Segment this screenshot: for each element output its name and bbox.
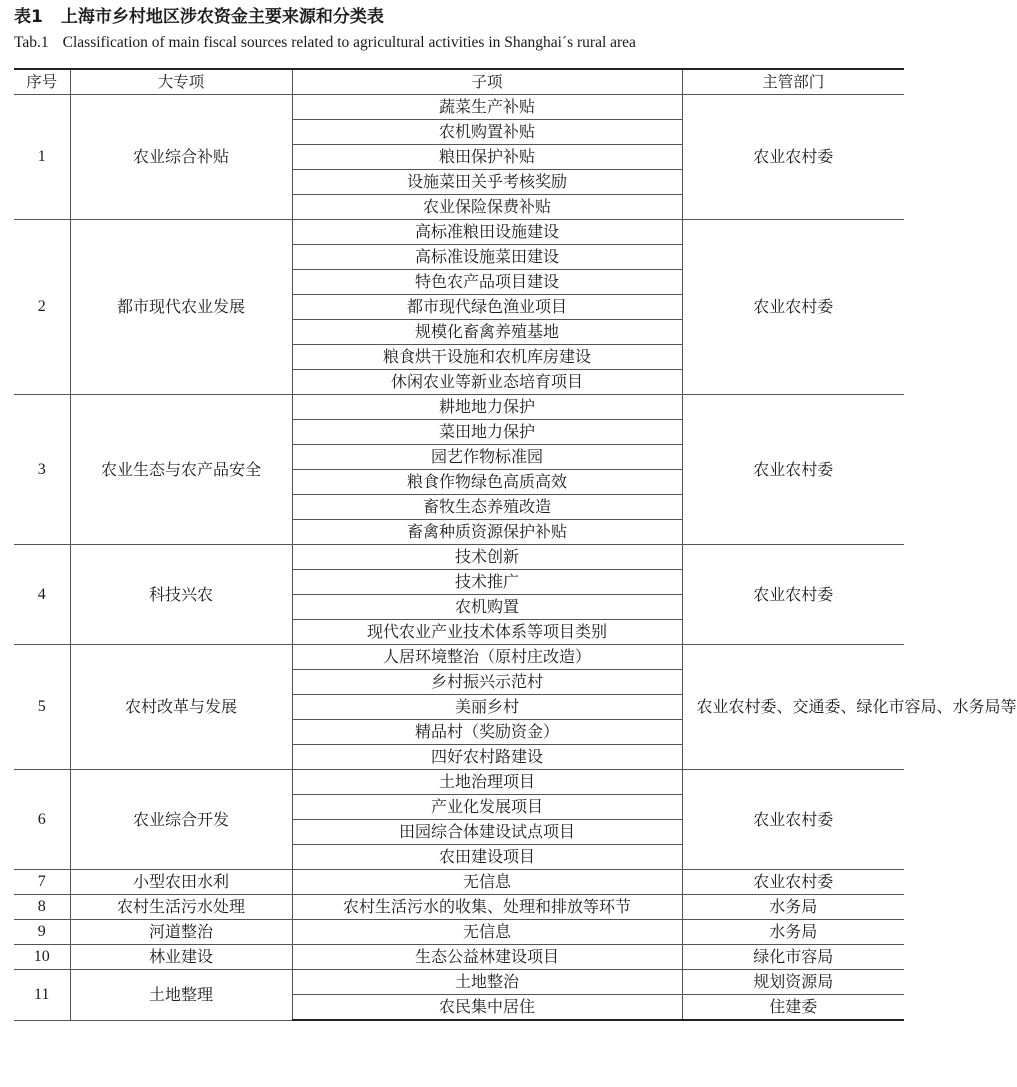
department-cell: 绿化市容局 [682,945,904,970]
category-cell: 农村改革与发展 [70,645,292,770]
department-cell: 农业农村委 [682,545,904,645]
subitem-cell: 休闲农业等新业态培育项目 [292,370,682,395]
subitem-cell: 土地整治 [292,970,682,995]
table-header-row [14,69,904,95]
table-row [14,895,904,920]
table-row [14,770,904,795]
subitem-cell: 耕地地力保护 [292,395,682,420]
category-cell: 小型农田水利 [70,870,292,895]
header-subitem: 子项 [292,69,682,95]
table-row [14,395,904,420]
subitem-cell: 精品村（奖励资金） [292,720,682,745]
subitem-cell: 农业保险保费补贴 [292,195,682,220]
department-cell: 农业农村委、交通委、绿化市容局、水务局等 [682,645,904,770]
table-number-zh: 表1 [14,7,43,27]
department-cell: 农业农村委 [682,770,904,870]
category-cell: 农业综合开发 [70,770,292,870]
subitem-cell: 粮田保护补贴 [292,145,682,170]
subitem-cell: 无信息 [292,870,682,895]
table-caption-en [14,33,636,53]
subitem-cell: 畜禽种质资源保护补贴 [292,520,682,545]
table-row [14,870,904,895]
subitem-cell: 都市现代绿色渔业项目 [292,295,682,320]
department-cell: 农业农村委 [682,395,904,545]
table-number-en: Tab.1 [14,34,49,51]
table-row [14,220,904,245]
table-row [14,545,904,570]
subitem-cell: 农民集中居住 [292,995,682,1021]
table-row [14,970,904,995]
row-index: 1 [14,95,70,220]
department-cell: 水务局 [682,920,904,945]
department-cell: 农业农村委 [682,95,904,220]
category-cell: 科技兴农 [70,545,292,645]
subitem-cell: 高标准粮田设施建设 [292,220,682,245]
row-index: 11 [14,970,70,1021]
subitem-cell: 设施菜田关乎考核奖励 [292,170,682,195]
category-cell: 农村生活污水处理 [70,895,292,920]
subitem-cell: 技术创新 [292,545,682,570]
category-cell: 农业生态与农产品安全 [70,395,292,545]
row-index: 3 [14,395,70,545]
subitem-cell: 乡村振兴示范村 [292,670,682,695]
subitem-cell: 畜牧生态养殖改造 [292,495,682,520]
category-cell: 土地整理 [70,970,292,1021]
department-cell: 住建委 [682,995,904,1021]
table-row [14,95,904,120]
row-index: 10 [14,945,70,970]
department-cell: 农业农村委 [682,870,904,895]
department-cell: 农业农村委 [682,220,904,395]
subitem-cell: 蔬菜生产补贴 [292,95,682,120]
category-cell: 河道整治 [70,920,292,945]
table-row [14,945,904,970]
department-cell: 规划资源局 [682,970,904,995]
subitem-cell: 高标准设施菜田建设 [292,245,682,270]
table-row [14,920,904,945]
row-index: 5 [14,645,70,770]
row-index: 9 [14,920,70,945]
funding-classification-table [14,68,1017,1021]
category-cell: 林业建设 [70,945,292,970]
subitem-cell: 特色农产品项目建设 [292,270,682,295]
header-index: 序号 [14,69,70,95]
subitem-cell: 规模化畜禽养殖基地 [292,320,682,345]
subitem-cell: 农机购置 [292,595,682,620]
subitem-cell: 生态公益林建设项目 [292,945,682,970]
header-category: 大专项 [70,69,292,95]
subitem-cell: 粮食作物绿色高质高效 [292,470,682,495]
subitem-cell: 人居环境整治（原村庄改造） [292,645,682,670]
row-index: 7 [14,870,70,895]
category-cell: 都市现代农业发展 [70,220,292,395]
category-cell: 农业综合补贴 [70,95,292,220]
subitem-cell: 美丽乡村 [292,695,682,720]
subitem-cell: 粮食烘干设施和农机库房建设 [292,345,682,370]
subitem-cell: 农田建设项目 [292,845,682,870]
table-title-en: Classification of main fiscal sources related to agricultural activities in Shanghai´s rural area [62,34,636,51]
subitem-cell: 田园综合体建设试点项目 [292,820,682,845]
table-row [14,645,904,670]
row-index: 4 [14,545,70,645]
subitem-cell: 技术推广 [292,570,682,595]
subitem-cell: 产业化发展项目 [292,795,682,820]
subitem-cell: 现代农业产业技术体系等项目类别 [292,620,682,645]
row-index: 8 [14,895,70,920]
header-department: 主管部门 [682,69,904,95]
department-cell: 水务局 [682,895,904,920]
row-index: 6 [14,770,70,870]
table-title-zh: 上海市乡村地区涉农资金主要来源和分类表 [60,7,384,27]
subitem-cell: 菜田地力保护 [292,420,682,445]
subitem-cell: 农机购置补贴 [292,120,682,145]
subitem-cell: 园艺作物标准园 [292,445,682,470]
table-body [14,95,1017,1021]
table-caption-zh [14,6,384,28]
subitem-cell: 农村生活污水的收集、处理和排放等环节 [292,895,682,920]
subitem-cell: 土地治理项目 [292,770,682,795]
subitem-cell: 无信息 [292,920,682,945]
row-index: 2 [14,220,70,395]
subitem-cell: 四好农村路建设 [292,745,682,770]
